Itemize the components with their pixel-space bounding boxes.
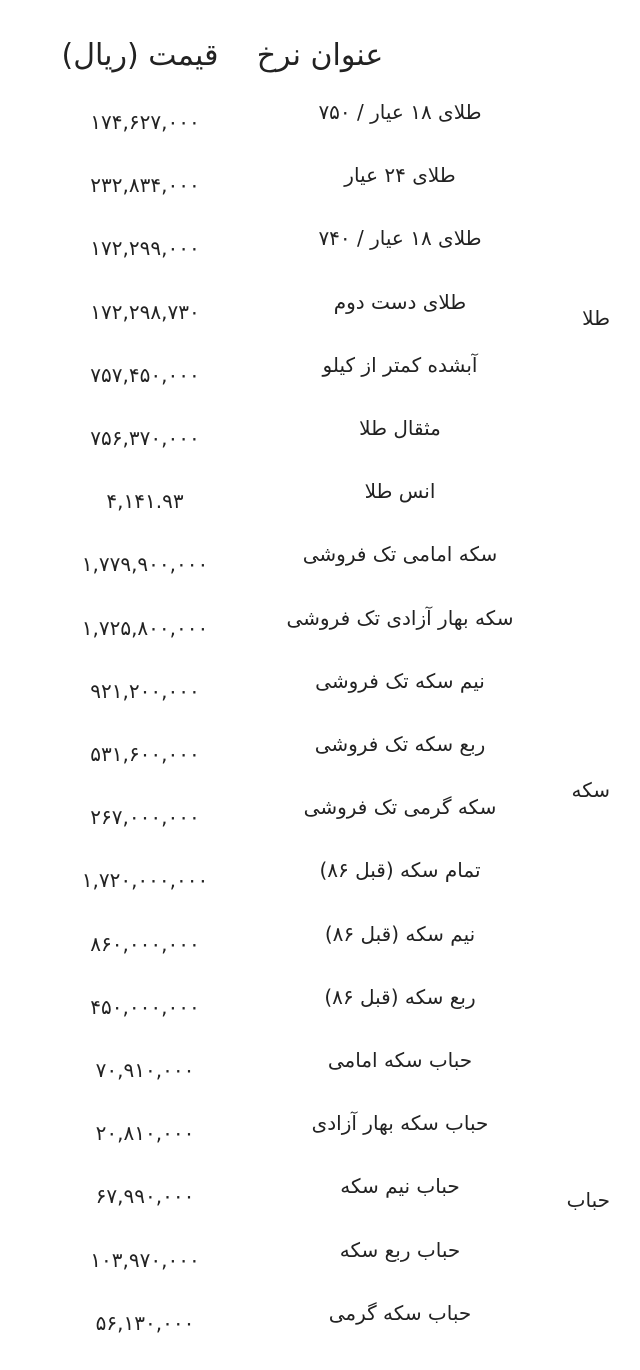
rate-title: حباب سکه بهار آزادی [311,1111,489,1135]
rate-row [0,542,640,582]
rate-row [0,1174,640,1214]
rate-title: سکه امامی تک فروشی [302,542,498,566]
rate-row [0,922,640,962]
rate-row [0,479,640,519]
rate-price: ۱,۷۲۰,۰۰۰,۰۰۰ [81,868,209,892]
rate-price: ۱۷۲,۲۹۹,۰۰۰ [90,236,200,260]
rate-title: نیم سکه تک فروشی [315,669,485,693]
rate-price: ۶۷,۹۹۰,۰۰۰ [95,1184,195,1208]
rate-price: ۷۵۷,۴۵۰,۰۰۰ [90,363,200,387]
rate-row [0,353,640,393]
rate-title: حباب سکه امامی [327,1048,473,1072]
rate-price: ۴,۱۴۱.۹۳ [106,489,184,513]
rate-row [0,290,640,330]
rate-price: ۷۵۶,۳۷۰,۰۰۰ [90,426,200,450]
rate-title: آبشده کمتر از کیلو [322,353,478,377]
rate-title: طلای دست دوم [333,290,467,314]
rate-price: ۱,۷۲۵,۸۰۰,۰۰۰ [81,616,209,640]
rate-price: ۹۲۱,۲۰۰,۰۰۰ [90,679,200,703]
rate-row [0,606,640,646]
rate-title: سکه گرمی تک فروشی [303,795,497,819]
rate-row [0,732,640,772]
rate-title: ربع سکه تک فروشی [314,732,486,756]
rate-price: ۱,۷۷۹,۹۰۰,۰۰۰ [81,552,209,576]
rate-price: ۲۳۲,۸۳۴,۰۰۰ [90,173,200,197]
rate-title: انس طلا [364,479,436,503]
group-label-coin: سکه [571,778,610,802]
rate-title: حباب ربع سکه [339,1238,461,1262]
rate-row [0,163,640,203]
rate-title: سکه بهار آزادی تک فروشی [286,606,514,630]
rate-title: طلای ۱۸ عیار / ۷۵۰ [318,100,482,124]
rate-row [0,1238,640,1278]
rate-title: تمام سکه (قبل ۸۶) [319,858,481,882]
rate-price: ۱۷۲,۲۹۸,۷۳۰ [90,300,200,324]
rate-price: ۸۶۰,۰۰۰,۰۰۰ [90,932,200,956]
rate-price: ۲۶۷,۰۰۰,۰۰۰ [90,805,200,829]
rate-price: ۷۰,۹۱۰,۰۰۰ [95,1058,195,1082]
title-column-header: عنوان نرخ [256,38,384,73]
rate-price: ۲۰,۸۱۰,۰۰۰ [95,1121,195,1145]
rate-price: ۴۵۰,۰۰۰,۰۰۰ [90,995,200,1019]
rate-title: طلای ۱۸ عیار / ۷۴۰ [318,226,482,250]
rate-row [0,1111,640,1151]
rate-row [0,1048,640,1088]
rate-title: نیم سکه (قبل ۸۶) [324,922,476,946]
rate-row [0,858,640,898]
rate-price: ۵۳۱,۶۰۰,۰۰۰ [90,742,200,766]
rate-row [0,795,640,835]
rate-title: حباب نیم سکه [340,1174,460,1198]
price-column-header: قیمت (ریال) [61,38,219,73]
rate-row [0,226,640,266]
group-label-gold: طلا [582,306,610,330]
rate-row [0,416,640,456]
rate-title: ربع سکه (قبل ۸۶) [324,985,476,1009]
rate-row [0,100,640,140]
rate-price: ۱۷۴,۶۲۷,۰۰۰ [90,110,200,134]
rate-row [0,1301,640,1341]
rate-title: حباب سکه گرمی [328,1301,472,1325]
rate-price: ۵۶,۱۳۰,۰۰۰ [95,1311,195,1335]
rate-title: مثقال طلا [359,416,441,440]
rate-price: ۱۰۳,۹۷۰,۰۰۰ [90,1248,200,1272]
rate-row [0,985,640,1025]
rate-row [0,669,640,709]
group-label-bubble: حباب [566,1188,610,1212]
rate-title: طلای ۲۴ عیار [344,163,456,187]
